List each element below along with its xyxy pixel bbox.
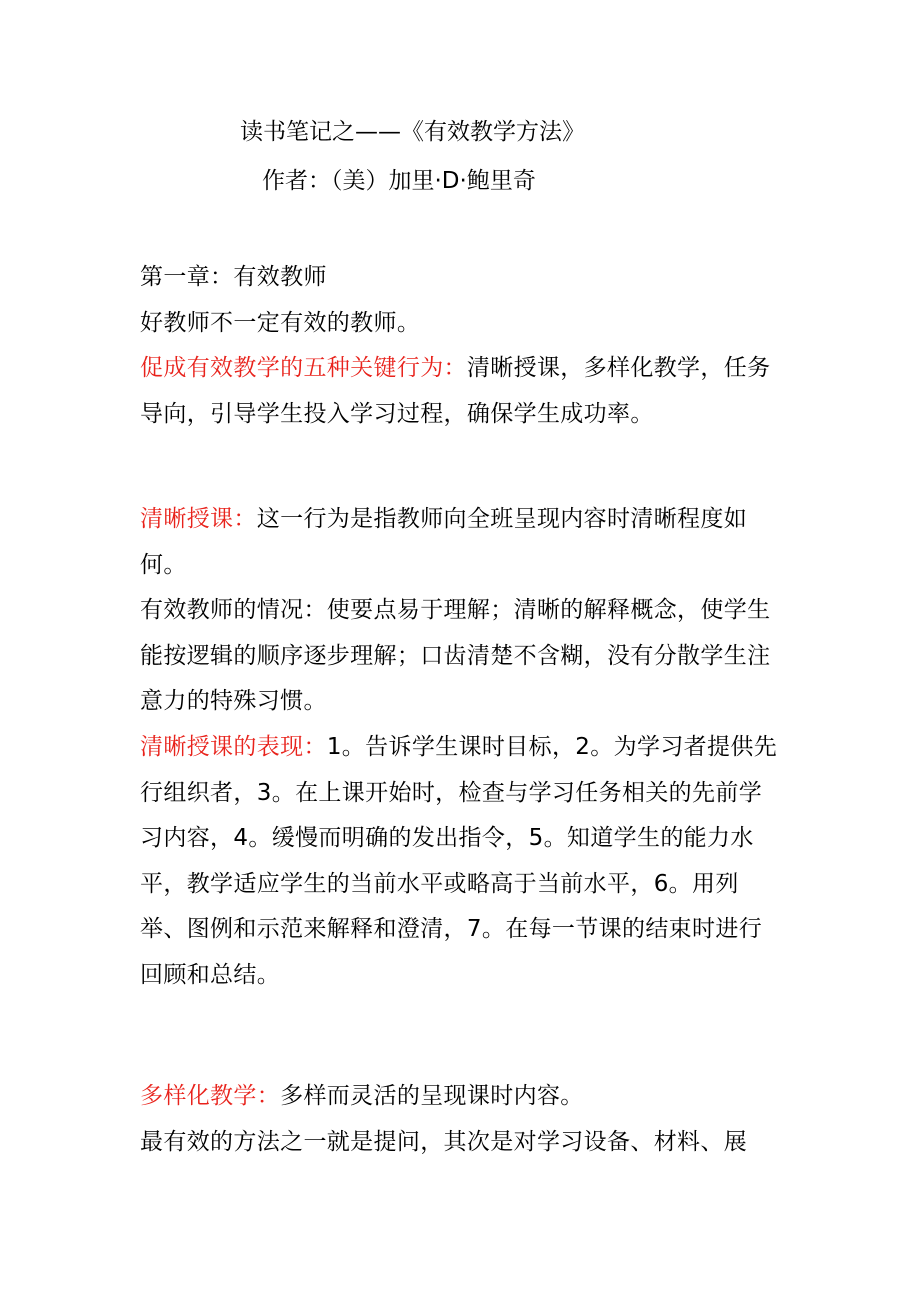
section-chapter-one xyxy=(140,255,785,437)
clear-teaching-paragraph xyxy=(140,497,785,588)
performance-label: 清晰授课的表现： xyxy=(140,733,327,760)
document-author: 作者：（美）加里·D·鲍里奇 xyxy=(262,168,536,194)
varied-teaching-paragraph xyxy=(140,1074,785,1120)
effective-teacher-paragraph: 有效教师的情况：使要点易于理解；清晰的解释概念，使学生能按逻辑的顺序逐步理解；口齿清楚不含糊，没有分散学生注意力的特殊习惯。 xyxy=(140,597,771,715)
clear-teaching-label: 清晰授课： xyxy=(140,506,257,532)
performance-text: 1。告诉学生课时目标，2。为学习者提供先行组织者，3。在上课开始时，检查与学习任务相关的先前学习内容，4。缓慢而明确的发出指令，5。知道学生的能力水平，教学适应学生的当前水平或略高于当前水平，6。用列举、图例和示范来解释和澄清，7。在每一节课的结束时进行回顾和总结。 xyxy=(140,733,778,988)
questioning-paragraph: 最有效的方法之一就是提问，其次是对学习设备、材料、展 xyxy=(140,1128,748,1155)
section-varied-teaching xyxy=(140,1074,785,1165)
varied-teaching-label: 多样化教学： xyxy=(140,1083,281,1109)
clear-teaching-performance-paragraph xyxy=(140,725,785,999)
varied-teaching-text: 多样而灵活的呈现课时内容。 xyxy=(280,1083,584,1109)
chapter-heading: 第一章：有效教师 xyxy=(140,264,327,290)
intro-sentence: 好教师不一定有效的教师。 xyxy=(140,309,421,336)
key-behaviors-text: 清晰授课，多样化教学，任务导向，引导学生投入学习过程，确保学生成功率。 xyxy=(140,355,771,427)
section-clear-teaching xyxy=(140,497,785,999)
clear-teaching-text: 这一行为是指教师向全班呈现内容时清晰程度如何。 xyxy=(140,506,748,578)
key-behaviors-label: 促成有效教学的五种关键行为： xyxy=(140,355,467,382)
document-title: 读书笔记之——《有效教学方法》 xyxy=(240,119,585,145)
key-behaviors-paragraph xyxy=(140,346,785,437)
